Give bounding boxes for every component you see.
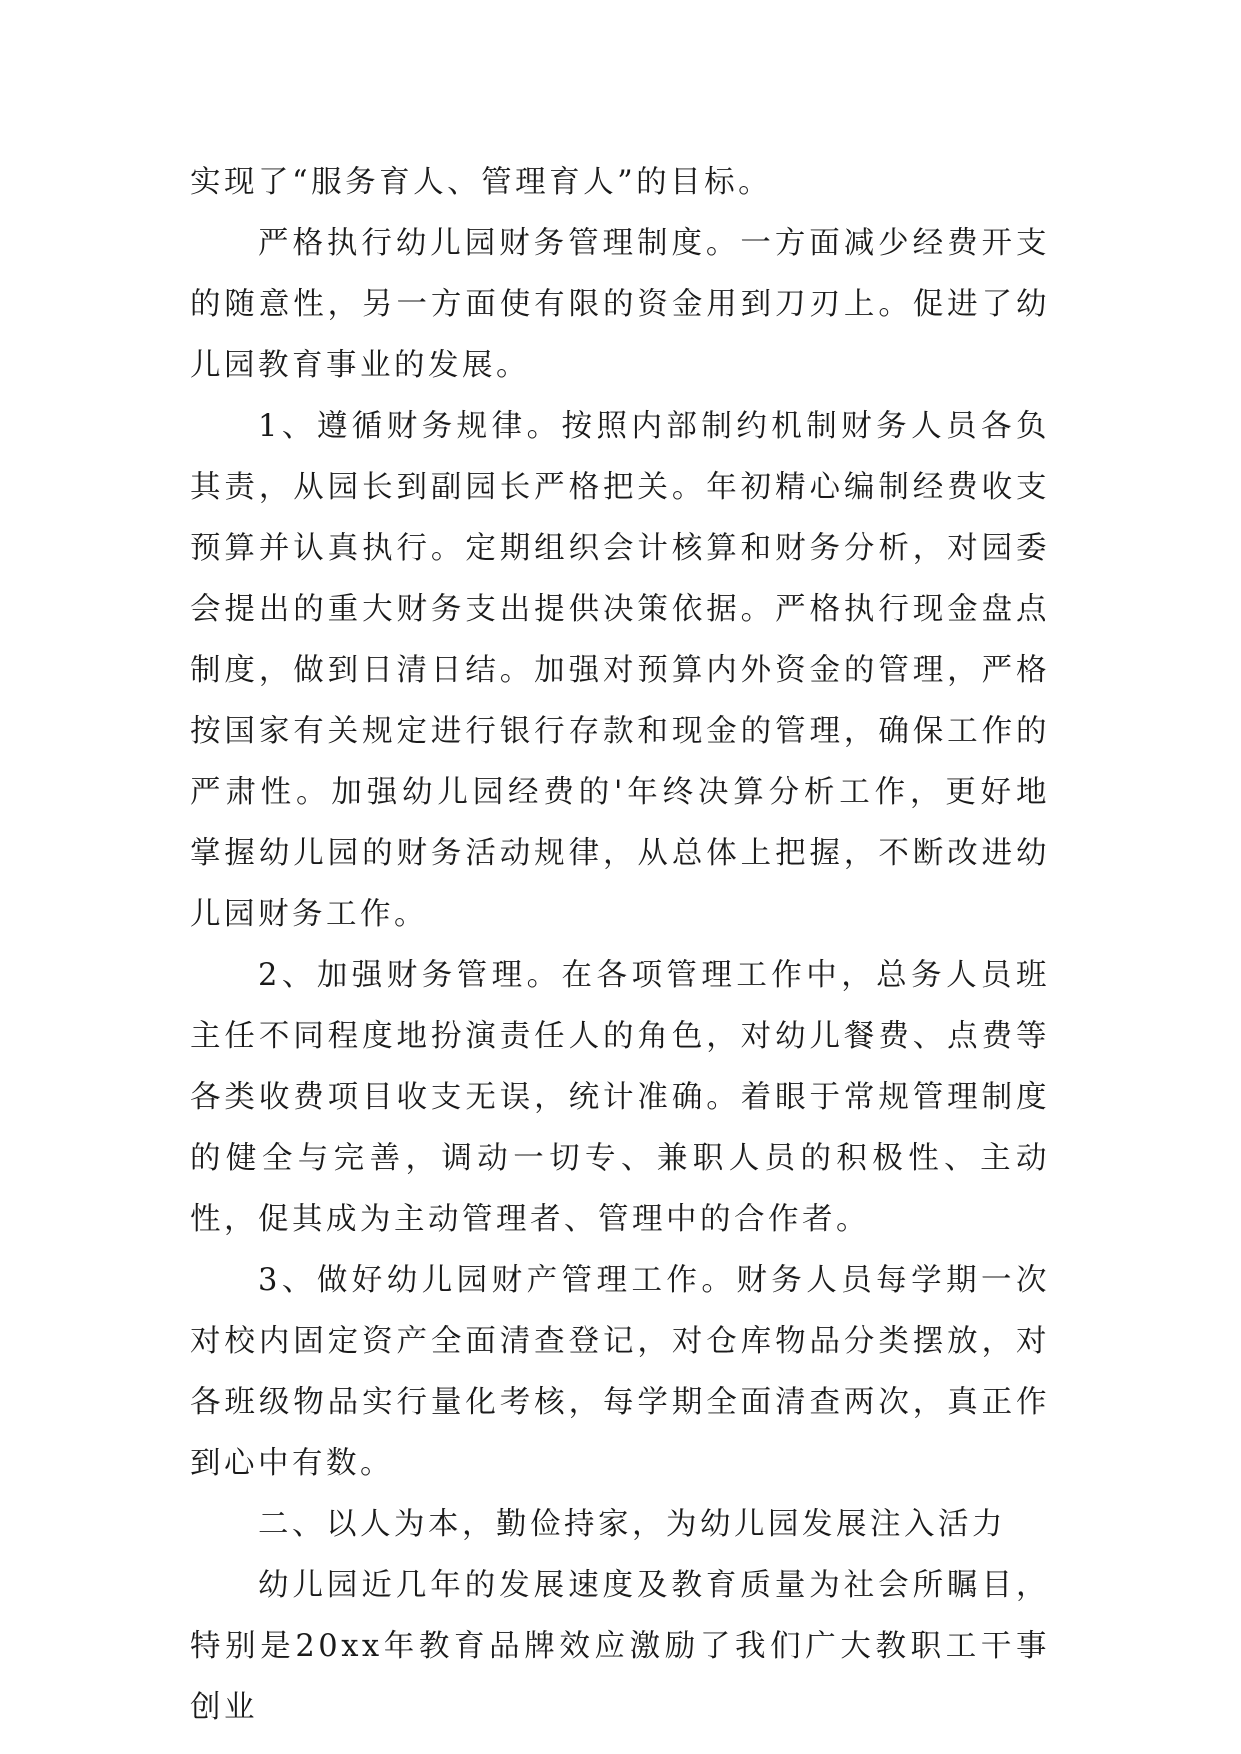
document-body bbox=[190, 152, 1050, 1738]
paragraph-item-3: 3、做好幼儿园财产管理工作。财务人员每学期一次对校内固定资产全面清查登记，对仓库物品分类摆放，对各班级物品实行量化考核，每学期全面清查两次，真正作到心中有数。 bbox=[190, 1263, 1050, 1481]
paragraph-finance-system: 严格执行幼儿园财务管理制度。一方面减少经费开支的随意性，另一方面使有限的资金用到刀刃上。促进了幼儿园教育事业的发展。 bbox=[190, 226, 1050, 383]
paragraph-item-2: 2、加强财务管理。在各项管理工作中，总务人员班主任不同程度地扮演责任人的角色，对幼儿餐费、点费等各类收费项目收支无误，统计准确。着眼于常规管理制度的健全与完善，调动一切专、兼职人员的积极性、主动性，促其成为主动管理者、管理中的合作者。 bbox=[190, 958, 1050, 1237]
paragraph-item-1: 1、遵循财务规律。按照内部制约机制财务人员各负其责，从园长到副园长严格把关。年初精心编制经费收支预算并认真执行。定期组织会计核算和财务分析，对园委会提出的重大财务支出提供决策依据。严格执行现金盘点制度，做到日清日结。加强对预算内外资金的管理，严格按国家有关规定进行银行存款和现金的管理，确保工作的严肃性。加强幼儿园经费的'年终决算分析工作，更好地掌握幼儿园的财务活动规律，从总体上把握，不断改进幼儿园财务工作。 bbox=[190, 409, 1050, 932]
paragraph-development: 幼儿园近几年的发展速度及教育质量为社会所瞩目，特别是20xx年教育品牌效应激励了我们广大教职工干事创业 bbox=[190, 1568, 1050, 1725]
section-heading-2: 二、以人为本，勤俭持家，为幼儿园发展注入活力 bbox=[258, 1507, 1006, 1542]
paragraph-continuation: 实现了“服务育人、管理育人”的目标。 bbox=[190, 165, 773, 200]
